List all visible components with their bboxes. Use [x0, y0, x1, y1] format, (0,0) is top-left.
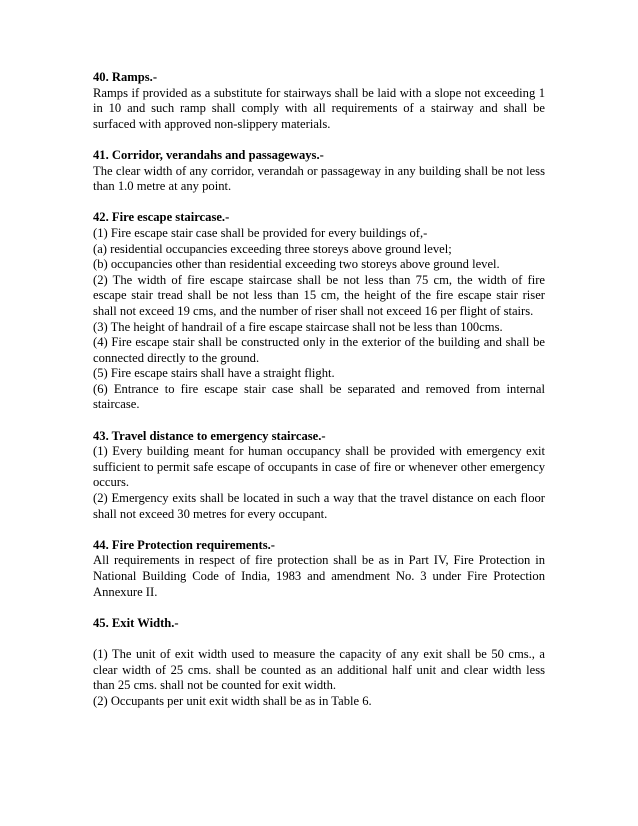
section-heading: 44. Fire Protection requirements.- [93, 537, 275, 552]
section-heading: 40. Ramps.- [93, 70, 158, 84]
section-paragraph: (b) occupancies other than residential exceeding two storeys above ground level. [93, 257, 500, 272]
section-44-fire-protection [93, 538, 545, 600]
section-paragraph: (a) residential occupancies exceeding three storeys above ground level; [93, 241, 452, 256]
section-43-travel-distance [93, 429, 545, 523]
section-paragraph: (4) Fire escape stair shall be constructed only in the exterior of the building and shall be connected directly to the ground. [93, 335, 545, 365]
section-paragraph: (1) The unit of exit width used to measure the capacity of any exit shall be 50 cms., a clear width of 25 cms. shall be counted as an additional half unit and clear width less than 25 cms. shall not be counted for exit width. [93, 646, 545, 693]
blank-line [93, 631, 545, 647]
section-paragraph: (3) The height of handrail of a fire escape staircase shall not be less than 100cms. [93, 319, 503, 334]
section-40-ramps [93, 70, 545, 132]
section-paragraph: (1) Every building meant for human occupancy shall be provided with emergency exit sufficient to permit safe escape of occupants in case of fire or whenever other emergency occurs. [93, 444, 545, 490]
section-41-corridor [93, 148, 545, 195]
section-paragraph: (2) Emergency exits shall be located in such a way that the travel distance on each floor shall not exceed 30 metres for every occupant. [93, 491, 545, 521]
section-paragraph: (2) Occupants per unit exit width shall be as in Table 6. [93, 693, 372, 708]
section-paragraph: All requirements in respect of fire protection shall be as in Part IV, Fire Protection in National Building Code of India, 1983 and amendment No. 3 under Fire Protection Annexure II. [93, 553, 545, 599]
section-45-exit-width [93, 616, 545, 710]
section-42-fire-escape-staircase [93, 210, 545, 413]
section-paragraph: Ramps if provided as a substitute for stairways shall be laid with a slope not exceeding 1 in 10 and such ramp shall comply with all requirements of a stairway and shall be surfaced with approved non-slippery materials. [93, 85, 545, 131]
section-heading: 41. Corridor, verandahs and passageways.- [93, 147, 324, 162]
section-paragraph: (5) Fire escape stairs shall have a straight flight. [93, 366, 335, 381]
section-heading: 45. Exit Width.- [93, 615, 179, 630]
section-paragraph: The clear width of any corridor, verandah or passageway in any building shall be not less than 1.0 metre at any point. [93, 163, 545, 194]
section-heading: 43. Travel distance to emergency staircase.- [93, 428, 326, 443]
document-page [93, 70, 545, 725]
section-heading: 42. Fire escape staircase.- [93, 210, 230, 225]
section-paragraph: (6) Entrance to fire escape stair case shall be separated and removed from internal staircase. [93, 381, 545, 412]
section-paragraph: (1) Fire escape stair case shall be provided for every buildings of,- [93, 225, 428, 240]
section-paragraph: (2) The width of fire escape staircase shall be not less than 75 cm, the width of fire escape stair tread shall be not less than 15 cm, the height of the fire escape stair riser shall not exceed 19 cms, and the number of riser shall not exceed 16 per flight of stairs. [93, 272, 545, 318]
